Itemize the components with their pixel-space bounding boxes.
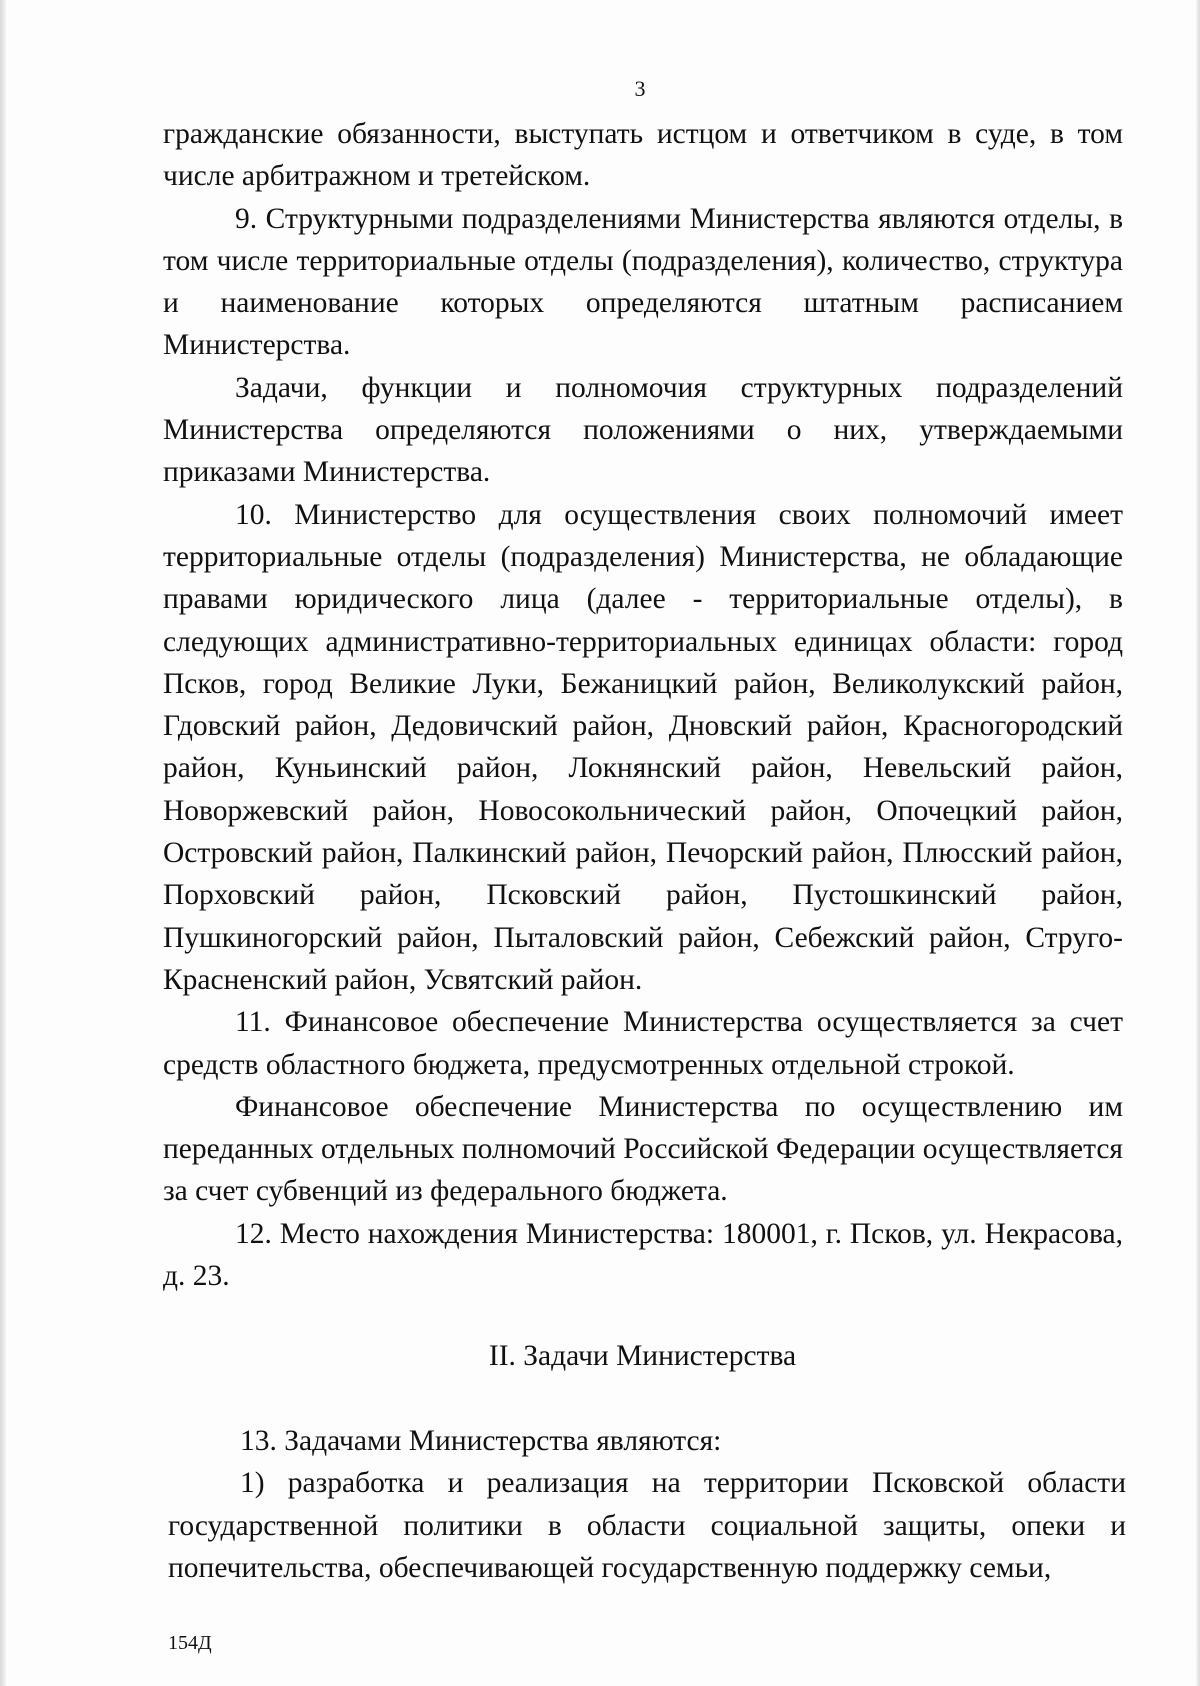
paragraph-9: 9. Структурными подразделениями Министерства являются отделы, в том числе территориальные отделы (подразделения), количество, структура и наименование которых определяются штатным расписанием Министерства. [163, 202, 1123, 362]
paragraph-13: 13. Задачами Министерства являются: [240, 1425, 722, 1457]
page-number: 3 [634, 76, 646, 101]
paragraph-12: 12. Место нахождения Министерства: 180001, г. Псков, ул. Некрасова, д. 23. [163, 1217, 1123, 1293]
paragraph-10: 10. Министерство для осуществления своих полномочий имеет территориальные отделы (подразделения) Министерства, не обладающие правами юридического лица (далее - территориальные отделы), в следующих административно-территориальных единицах области: город Псков, город Великие Луки, Бежаницкий район, Великолукский район, Гдовский район, Дедовичский район, Дновский район, Красногородский район, Куньинский район, Локнянский район, Невельский район, Новоржевский район, Новосокольнический район, Опочецкий район, Островский район, Палкинский район, Печорский район, Плюсский район, Порховский район, Псковский район, Пустошкинский район, Пушкиногорский район, Пыталовский район, Себежский район, Струго-Красненский район, Усвятский район. [163, 498, 1123, 996]
paragraph-11-federal: Финансовое обеспечение Министерства по осуществлению им переданных отдельных полномочий Российской Федерации осуществляется за счет субвенций из федерального бюджета. [163, 1090, 1123, 1208]
paragraph-9-tasks: Задачи, функции и полномочия структурных подразделений Министерства определяются положениями о них, утверждаемыми приказами Министерства. [163, 371, 1123, 489]
paragraph-11: 11. Финансовое обеспечение Министерства осуществляется за счет средств областного бюджета, предусмотренных отдельной строкой. [163, 1006, 1123, 1081]
paragraph-continuation: гражданские обязанности, выступать истцом и ответчиком в суде, в том числе арбитражном и третейском. [163, 118, 1123, 193]
section-2-body [168, 1420, 1126, 1589]
document-body [163, 113, 1123, 1297]
scan-edge-right [1196, 0, 1200, 1686]
scan-edge-left [0, 0, 6, 1686]
footer-document-code: 154Д [168, 1632, 212, 1654]
paragraph-13-item-1: 1) разработка и реализация на территории Псковской области государственной политики в области социальной защиты, опеки и попечительства, обеспечивающей государственную поддержку семьи, [168, 1467, 1126, 1584]
section-heading: II. Задачи Министерства [488, 1340, 797, 1372]
